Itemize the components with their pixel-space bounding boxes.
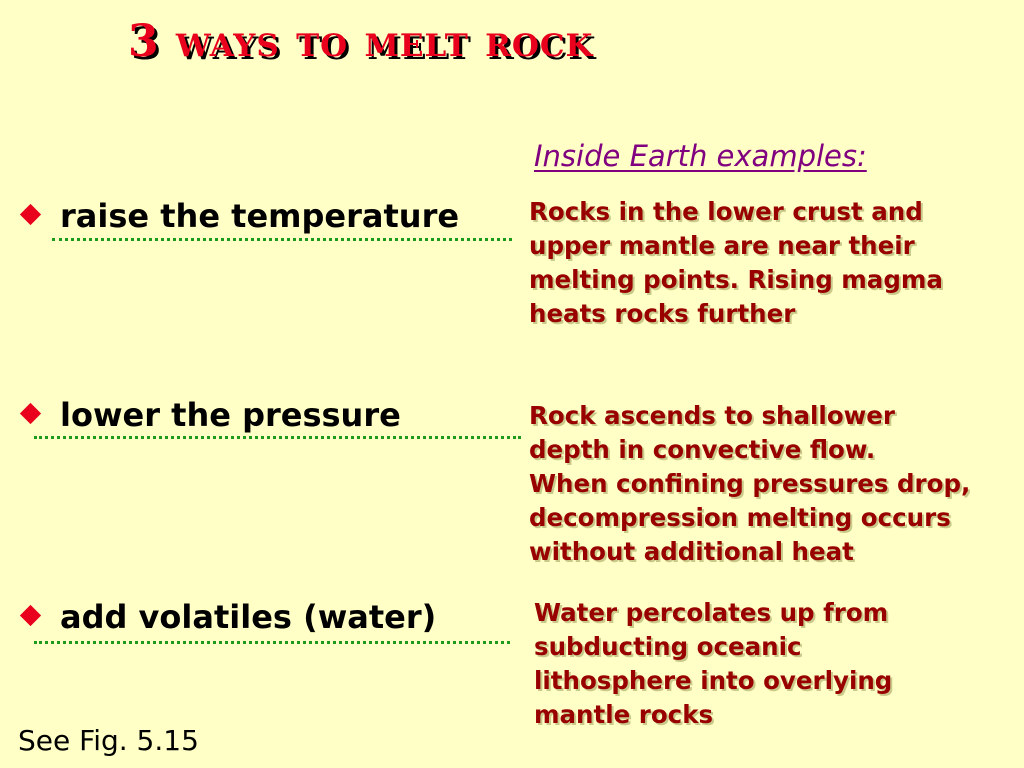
description-pressure: Rock ascends to shallower depth in convective flow. When confining pressures drop, decompression melting occurs without additional heat [529, 401, 971, 566]
description-temperature: Rocks in the lower crust and upper mantle are near their melting points. Rising magma heats rocks further [529, 197, 943, 328]
bullet-label-volatiles: add volatiles (water) [60, 598, 437, 636]
bullet-label-temperature: raise the temperature [60, 197, 460, 235]
dotted-underline [34, 641, 510, 644]
red-diamond-bullet-icon [20, 403, 41, 424]
dotted-underline [52, 238, 512, 241]
examples-heading: Inside Earth examples: [534, 139, 867, 173]
figure-reference: See Fig. 5.15 [18, 724, 199, 757]
bullet-label-pressure: lower the pressure [60, 396, 401, 434]
red-diamond-bullet-icon [20, 605, 41, 626]
description-volatiles: Water percolates up from subducting oceanic lithosphere into overlying mantle rocks [534, 598, 893, 729]
slide-title: 3 ways to melt rock [128, 16, 594, 67]
red-diamond-bullet-icon [20, 204, 41, 225]
dotted-underline [34, 436, 521, 439]
